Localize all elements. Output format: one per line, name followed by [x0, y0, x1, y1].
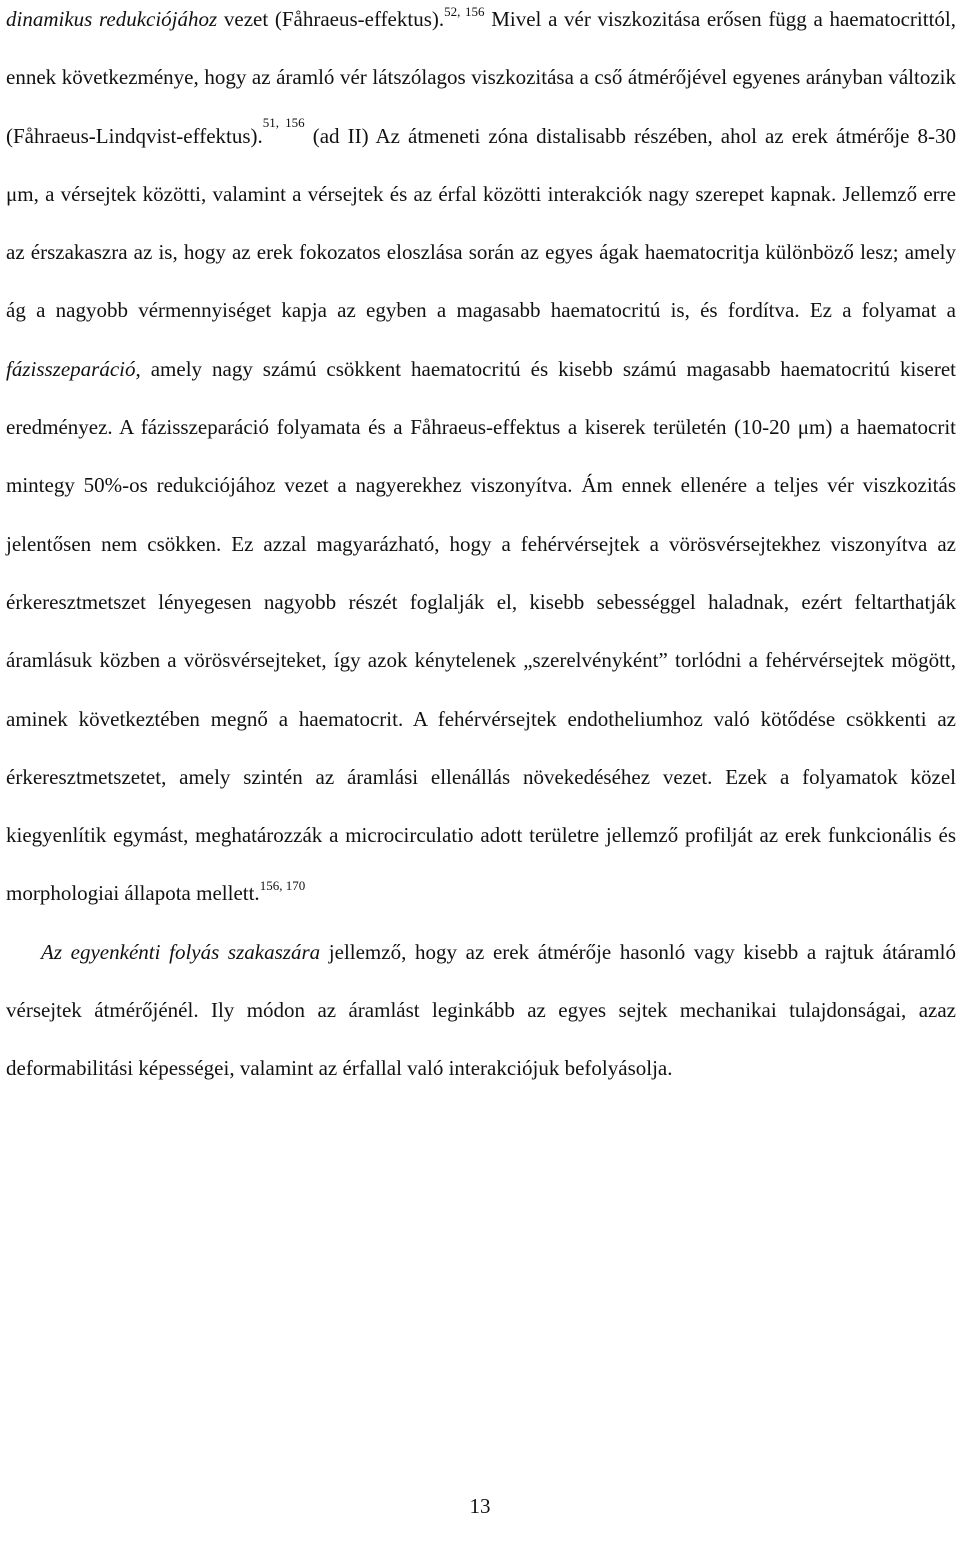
citation-52-156: 52, 156	[444, 4, 485, 19]
document-page	[6, 0, 956, 1098]
italic-phrase-single-file-flow: Az egyenkénti folyás szakaszára	[41, 939, 321, 964]
sentence-transition-zone: (ad II) Az átmeneti zóna distalisabb részében, ahol az erek átmérője 8-30 μm, a vérsejtek közötti, valamint a vérsejtek és az érfal közötti interakciók nagy szerepet kapnak. Jellemző erre az érszakaszra az is, hogy az erek fokozatos eloszlása során az egyes ágak haematocritja különböző lesz; amely ág a nagyobb vérmennyiséget kapja az egyben a magasabb haematocritú is, és fordítva. Ez a folyamat a	[6, 123, 956, 323]
page-number: 13	[469, 1494, 491, 1518]
italic-term-phase-separation: fázisszeparáció	[6, 356, 136, 381]
paragraph-single-file-flow	[6, 923, 956, 1098]
citation-51-156: 51, 156	[262, 114, 305, 130]
sentence-single-file-flow: jellemző, hogy az erek átmérője hasonló vagy kisebb a rajtuk átáramló vérsejtek átmérőjénél. Ily módon az áramlást leginkább az egyes sejtek mechanikai tulajdonságai, azaz deformabilitási képességei, valamint az érfallal való interakciójuk befolyásolja.	[6, 939, 956, 1081]
sentence-phase-separation-effects: , amely nagy számú csökkent haematocritú és kisebb számú magasabb haematocritú kiseret eredményez. A fázisszeparáció folyamata és a Fåhraeus-effektus a kiserek területén (10-20 μm) a haematocrit mintegy 50%-os redukciójához vezet a nagyerekhez viszonyítva. Ám ennek ellenére a teljes vér viszkozitás jelentősen nem csökken. Ez azzal magyarázható, hogy a fehérvérsejtek a vörösvérsejtekhez viszonyítva az érkeresztmetszet lényegesen nagyobb részét foglalják el, kisebb sebességgel haladnak, ezért feltarthatják áramlásuk közben a vörösvérsejteket, így azok kénytelenek „szerelvényként” torlódni a fehérvérsejtek mögött, aminek következtében megnő a haematocrit. A fehérvérsejtek endotheliumhoz való kötődése csökkenti az érkeresztmetszetet, amely szintén az áramlási ellenállás növekedéséhez vezet. Ezek a folyamatok közel kiegyenlítik egymást, meghatározzák a microcirculatio adott területre jellemző profilját az erek funkcionális és morphologiai állapota mellett.	[6, 356, 956, 906]
italic-phrase-dynamic-reduction: dinamikus redukciójához	[6, 7, 218, 31]
sentence-fahraeus-effect: vezet (Fåhraeus-effektus).	[217, 7, 445, 31]
citation-156-170: 156, 170	[259, 878, 306, 894]
sentence-viscosity-haematocrit: Mivel a vér viszkozitása erősen függ a haematocrittól, ennek következménye, hogy az áramló vér látszólagos viszkozitása a cső átmérőjével egyenes arányban változik (Fåhraeus-Lindqvist-effektus).	[6, 7, 956, 148]
paragraph-fahraeus	[6, 0, 956, 923]
